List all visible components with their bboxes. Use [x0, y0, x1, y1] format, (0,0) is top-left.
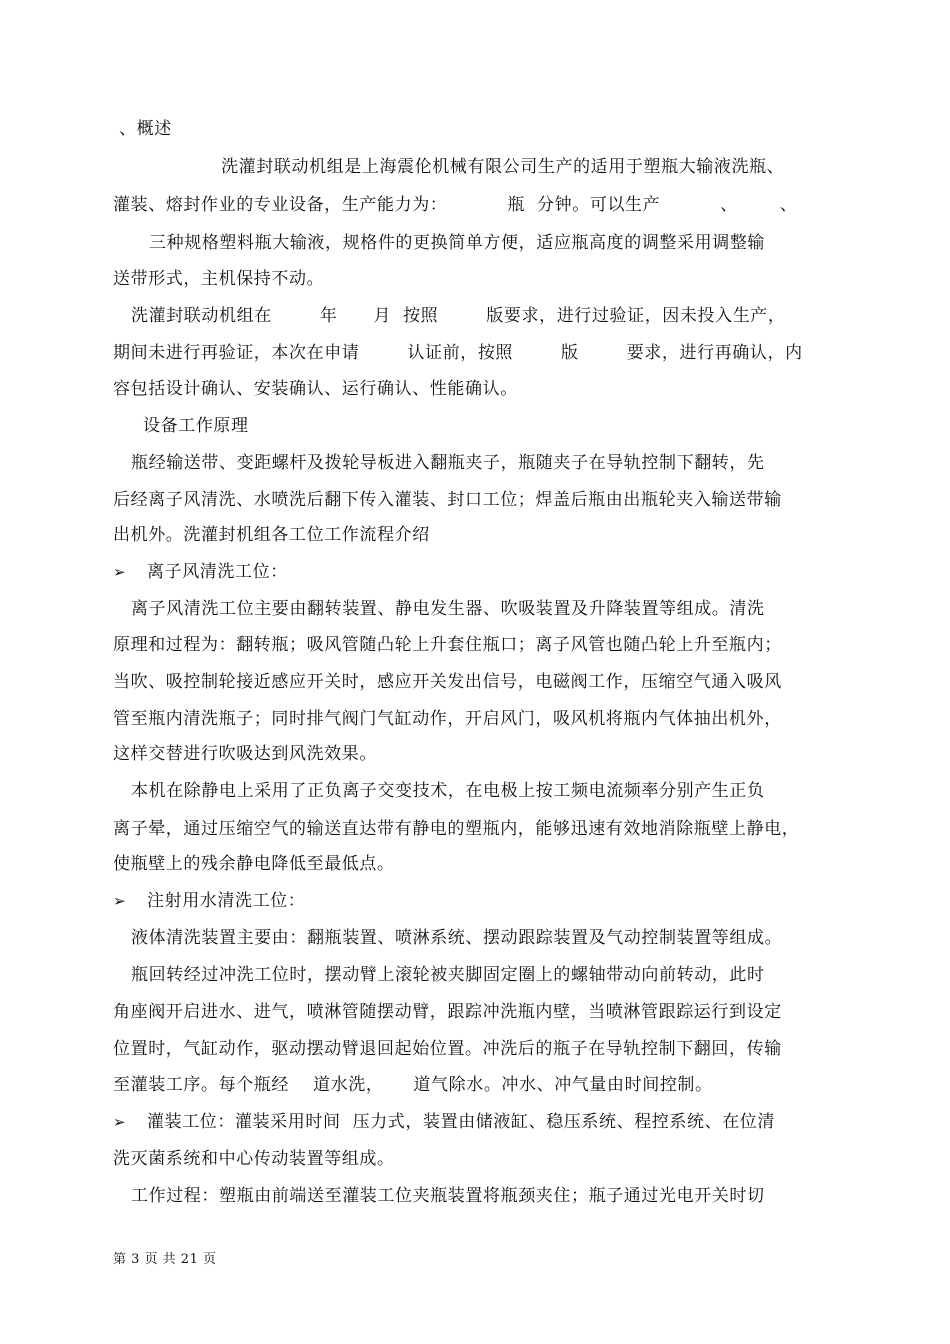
paragraph-line: 、概述 [113, 119, 172, 139]
paragraph-line: 使瓶壁上的残余静电降低至最低点。 [113, 854, 395, 874]
paragraph-line: 送带形式，主机保持不动。 [113, 269, 325, 289]
paragraph-line: 设备工作原理 [113, 416, 249, 436]
paragraph-line: 离子风清洗工位主要由翻转装置、静电发生器、吹吸装置及升降装置等组成。清洗 [113, 599, 765, 619]
paragraph-line: 洗灌封联动机组是上海震伦机械有限公司生产的适用于塑瓶大输液洗瓶、 [113, 157, 785, 177]
paragraph-line: 瓶经输送带、变距螺杆及拨轮导板进入翻瓶夹子，瓶随夹子在导轨控制下翻转，先 [113, 453, 765, 473]
paragraph-line: 离子晕，通过压缩空气的输送直达带有静电的塑瓶内，能够迅速有效地消除瓶壁上静电， [113, 819, 800, 839]
bullet-item [113, 890, 305, 912]
paragraph-line: 原理和过程为：翻转瓶；吸风管随凸轮上升套住瓶口；离子风管也随凸轮上升至瓶内； [113, 635, 782, 655]
bullet-text: 灌装工位：灌装采用时间 压力式，装置由储液缸、稳压系统、程控系统、在位清 [147, 1112, 776, 1132]
paragraph-line: 灌装、熔封作业的专业设备，生产能力为： 瓶 分钟。可以生产 、 、 [113, 195, 798, 215]
paragraph-line: 容包括设计确认、安装确认、运行确认、性能确认。 [113, 379, 518, 399]
bullet-text: 离子风清洗工位： [147, 562, 288, 582]
paragraph-line: 位置时，气缸动作，驱动摆动臂退回起始位置。冲洗后的瓶子在导轨控制下翻回，传输 [113, 1039, 782, 1059]
paragraph-line: 管至瓶内清洗瓶子；同时排气阀门气缸动作，开启风门，吸风机将瓶内气体抽出机外， [113, 709, 782, 729]
paragraph-line: 瓶回转经过冲洗工位时，摆动臂上滚轮被夹脚固定圈上的螺轴带动向前转动，此时 [113, 965, 765, 985]
paragraph-line: 角座阀开启进水、进气，喷淋管随摆动臂，跟踪冲洗瓶内壁，当喷淋管跟踪运行到设定 [113, 1002, 782, 1022]
paragraph-line: 出机外。洗灌封机组各工位工作流程介绍 [113, 525, 430, 545]
paragraph-line: 至灌装工序。每个瓶经 道水洗， 道气除水。冲水、冲气量由时间控制。 [113, 1075, 713, 1095]
bullet-item [113, 1111, 775, 1133]
arrow-bullet-icon: ➢ [113, 892, 127, 910]
paragraph-line: 这样交替进行吹吸达到风洗效果。 [113, 744, 377, 764]
paragraph-line: 本机在除静电上采用了正负离子交变技术，在电极上按工频电流频率分别产生正负 [113, 781, 765, 801]
paragraph-line: 三种规格塑料瓶大输液，规格件的更换简单方便，适应瓶高度的调整采用调整输 [113, 233, 766, 253]
paragraph-line: 工作过程：塑瓶由前端送至灌装工位夹瓶装置将瓶颈夹住；瓶子通过光电开关时切 [113, 1186, 765, 1206]
paragraph-line: 液体清洗装置主要由：翻瓶装置、喷淋系统、摆动跟踪装置及气动控制装置等组成。 [113, 928, 783, 948]
bullet-item [113, 561, 288, 583]
paragraph-line: 期间未进行再验证，本次在申请 认证前，按照 版 要求，进行再确认，内 [113, 343, 803, 363]
arrow-bullet-icon: ➢ [113, 563, 127, 581]
arrow-bullet-icon: ➢ [113, 1113, 127, 1131]
paragraph-line: 洗灌封联动机组在 年 月 按照 版要求，进行过验证，因未投入生产， [113, 306, 786, 326]
page-footer: 第 3 页 共 21 页 [113, 1252, 217, 1267]
paragraph-line: 洗灭菌系统和中心传动装置等组成。 [113, 1149, 395, 1169]
bullet-text: 注射用水清洗工位： [147, 891, 306, 911]
paragraph-line: 当吹、吸控制轮接近感应开关时，感应开关发出信号，电磁阀工作，压缩空气通入吸风 [113, 672, 782, 692]
paragraph-line: 后经离子风清洗、水喷洗后翻下传入灌装、封口工位；焊盖后瓶由出瓶轮夹入输送带输 [113, 490, 782, 510]
